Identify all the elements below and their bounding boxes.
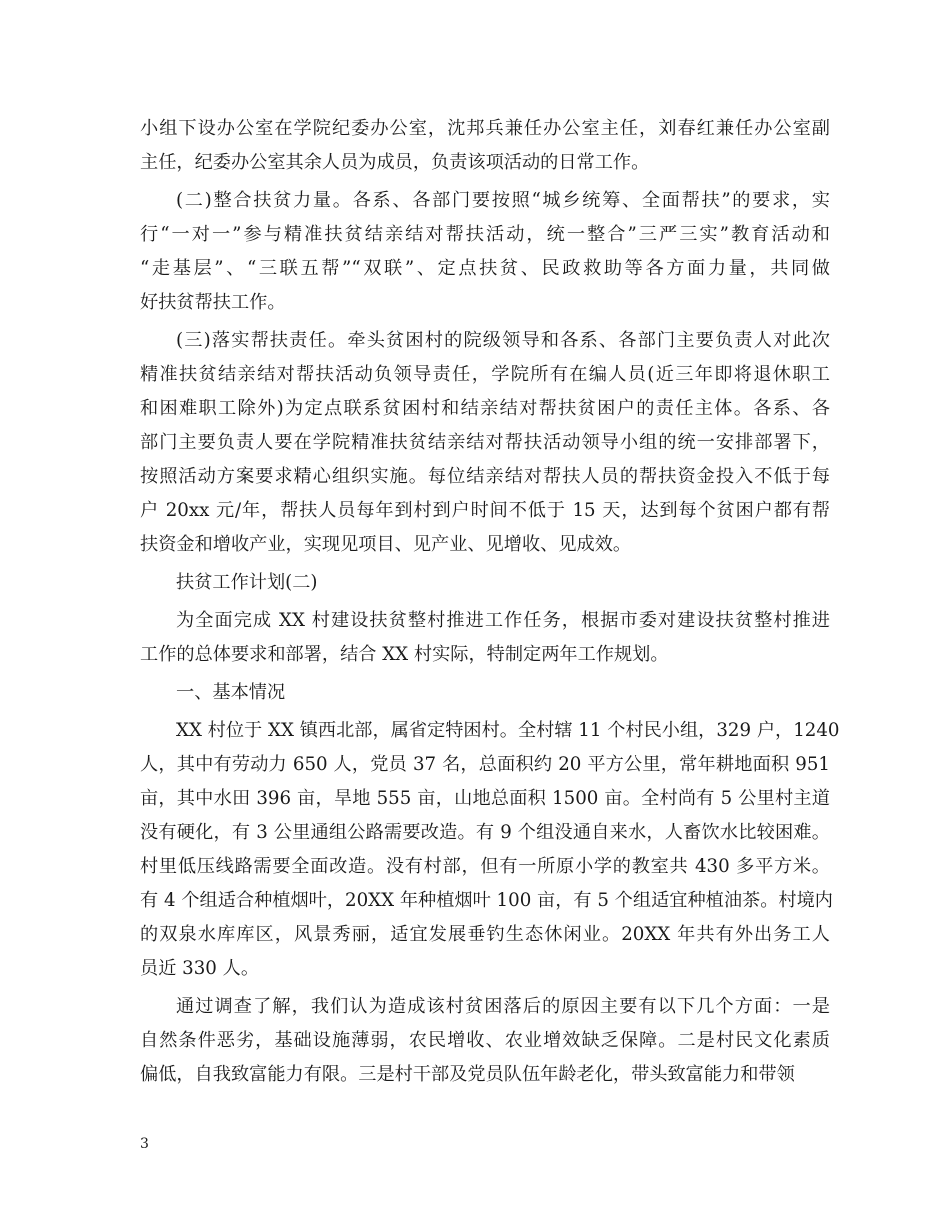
text-line: (三)落实帮扶责任。牵头贫困村的院级领导和各系、各部门主要负责人对此次 xyxy=(176,330,830,351)
text-line: 扶贫工作计划(二) xyxy=(176,572,318,593)
text-line: 行“一对一”参与精准扶贫结亲结对帮扶活动，统一整合”三严三实”教育活动和 xyxy=(140,224,830,245)
paragraph xyxy=(140,566,830,600)
text-line: 通过调查了解，我们认为造成该村贫困落后的原因主要有以下几个方面：一是 xyxy=(176,996,830,1017)
text-line: “走基层”、“三联五帮”“双联”、定点扶贫、民政救助等各方面力量，共同做 xyxy=(140,258,830,279)
text-line: 好扶贫帮扶工作。 xyxy=(140,292,286,313)
paragraph xyxy=(140,112,830,180)
text-line: XX 村位于 XX 镇西北部，属省定特困村。全村辖 11 个村民小组，329 户，1240 xyxy=(176,720,840,741)
text-line: 工作的总体要求和部署，结合 XX 村实际，特制定两年工作规划。 xyxy=(140,644,669,665)
paragraph xyxy=(140,184,830,320)
text-line: 主任，纪委办公室其余人员为成员，负责该项活动的日常工作。 xyxy=(140,152,650,173)
text-line: 按照活动方案要求精心组织实施。每位结亲结对帮扶人员的帮扶资金投入不低于每 xyxy=(140,466,830,487)
paragraph xyxy=(140,604,830,672)
text-line: 部门主要负责人要在学院精准扶贫结亲结对帮扶活动领导小组的统一安排部署下， xyxy=(140,432,830,453)
text-line: 和困难职工除外)为定点联系贫困村和结亲结对帮扶贫困户的责任主体。各系、各 xyxy=(140,398,830,419)
text-line: 村里低压线路需要全面改造。没有村部，但有一所原小学的教室共 430 多平方米。 xyxy=(140,856,830,877)
text-line: 偏低，自我致富能力有限。三是村干部及党员队伍年龄老化，带头致富能力和带领 xyxy=(140,1064,795,1085)
text-line: 扶资金和增收产业，实现见项目、见产业、见增收、见成效。 xyxy=(140,534,632,555)
text-line: 户 20xx 元/年，帮扶人员每年到村到户时间不低于 15 天，达到每个贫困户都有帮 xyxy=(140,500,830,521)
text-line: (二)整合扶贫力量。各系、各部门要按照“城乡统筹、全面帮扶”的要求，实 xyxy=(176,190,830,211)
text-line: 没有硬化，有 3 公里通组公路需要改造。有 9 个组没通自来水，人畜饮水比较困难。 xyxy=(140,822,830,843)
text-line: 为全面完成 XX 村建设扶贫整村推进工作任务，根据市委对建设扶贫整村推进 xyxy=(176,610,830,631)
text-line: 亩，其中水田 396 亩，旱地 555 亩，山地总面积 1500 亩。全村尚有 5 公里村主道 xyxy=(140,788,830,809)
text-line: 一、基本情况 xyxy=(176,682,286,703)
text-line: 员近 330 人。 xyxy=(140,958,260,979)
text-line: 的双泉水库库区，风景秀丽，适宜发展垂钓生态休闲业。20XX 年共有外出务工人 xyxy=(140,924,830,945)
paragraph xyxy=(140,324,830,562)
paragraph xyxy=(140,676,830,710)
text-line: 小组下设办公室在学院纪委办公室，沈邦兵兼任办公室主任，刘春红兼任办公室副 xyxy=(140,118,830,139)
paragraph xyxy=(140,714,840,986)
text-line: 人，其中有劳动力 650 人，党员 37 名，总面积约 20 平方公里，常年耕地面积 951 xyxy=(140,754,830,775)
text-line: 自然条件恶劣，基础设施薄弱，农民增收、农业增效缺乏保障。二是村民文化素质 xyxy=(140,1030,830,1051)
text-line: 精准扶贫结亲结对帮扶活动负领导责任，学院所有在编人员(近三年即将退休职工 xyxy=(140,364,830,385)
text-line: 有 4 个组适合种植烟叶，20XX 年种植烟叶 100 亩，有 5 个组适宜种植油茶。村境内 xyxy=(140,890,833,911)
page-number: 3 xyxy=(140,1136,149,1152)
paragraph xyxy=(140,990,830,1092)
document-body xyxy=(140,112,840,1092)
